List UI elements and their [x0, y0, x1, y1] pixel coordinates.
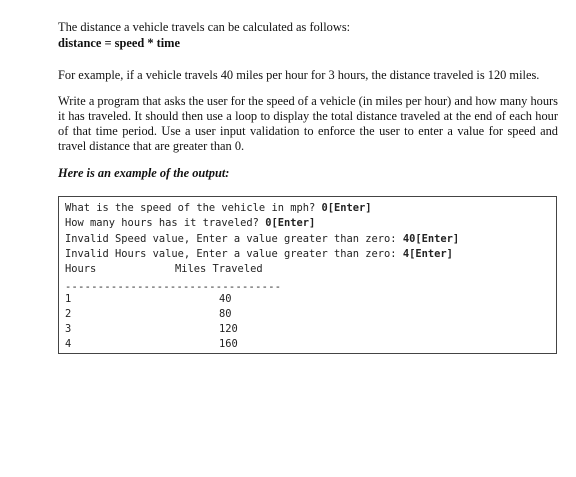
intro-text: The distance a vehicle travels can be calculated as follows:: [58, 20, 351, 34]
output-heading: Here is an example of the output:: [58, 165, 230, 180]
table-row: [59, 293, 556, 308]
hour-cell: 4: [65, 338, 72, 350]
console-prompt: Invalid Speed value, Enter a value greater than zero:: [65, 233, 403, 245]
console-input: 0[Enter]: [265, 217, 316, 229]
console-line-3: [65, 232, 459, 246]
console-prompt: How many hours has it traveled?: [65, 217, 266, 229]
console-output-box: [58, 196, 557, 354]
formula-text: distance = speed * time: [58, 35, 181, 50]
table-row: [59, 308, 556, 323]
example-paragraph: For example, if a vehicle travels 40 miles per hour for 3 hours, the distance traveled is 120 miles.: [58, 67, 540, 82]
hour-cell: 1: [65, 293, 72, 305]
miles-cell: 40: [219, 293, 232, 305]
miles-cell: 80: [219, 308, 232, 320]
hour-cell: 3: [65, 323, 72, 335]
task-paragraph: Write a program that asks the user for the speed of a vehicle (in miles per hour) and how many hours it has traveled. It should then use a loop to display the total distance traveled at the end of each hour of that time period. Use a user input validation to enforce the user to enter a value for speed and travel distance that are greater than 0.: [58, 94, 558, 153]
hour-cell: 2: [65, 308, 72, 320]
table-row: [59, 338, 556, 353]
console-line-1: [65, 201, 372, 215]
console-prompt: What is the speed of the vehicle in mph?: [65, 202, 322, 214]
console-input: 40[Enter]: [402, 233, 460, 245]
document-body: [58, 20, 558, 180]
column-header-hours: Hours: [65, 263, 97, 275]
column-header-miles: Miles Traveled: [175, 263, 263, 275]
console-prompt: Invalid Hours value, Enter a value greater than zero:: [65, 248, 403, 260]
table-row: [59, 323, 556, 338]
console-line-4: [65, 247, 453, 261]
console-input: 0[Enter]: [321, 202, 372, 214]
miles-cell: 120: [219, 323, 238, 335]
console-line-2: [65, 216, 315, 230]
console-input: 4[Enter]: [402, 248, 453, 260]
miles-cell: 160: [219, 338, 238, 350]
table-divider: ---------------------------------: [65, 281, 282, 293]
